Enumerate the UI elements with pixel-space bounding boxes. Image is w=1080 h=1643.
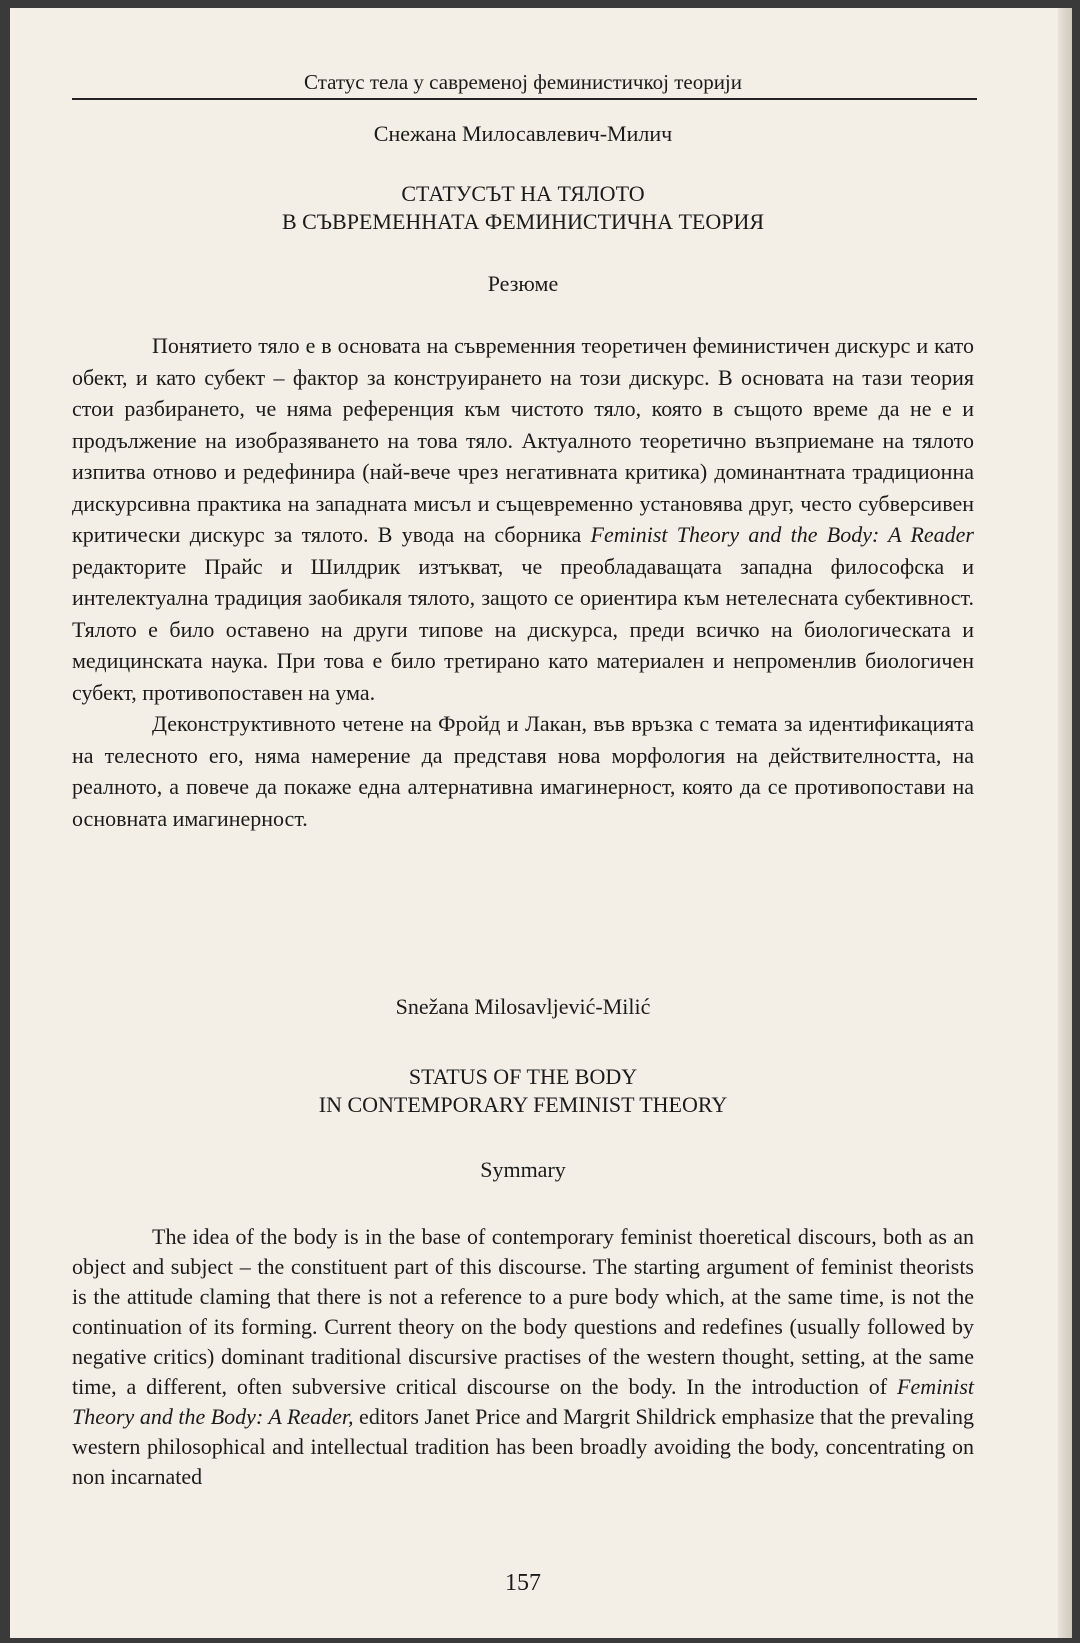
bulgarian-paragraph-2: Деконструктивното четене на Фройд и Лакан, във връзка с темата за идентификацията на телесното его, няма намерение да представя нова морфология на действителността, на реалното, а повече да покаже една алтернативна имагинерност, която да се противопостави на основната имагинерност. [72,711,974,831]
english-p1-text-a: The idea of the body is in the base of contemporary feminist thoeretical discours, both as an object and subject – the constituent part of this discourse. The starting argument of feminist theorists is the attitude claming that there is not a reference to a pure body which, at the same time, is not the continuation of its forming. Current theory on the body questions and redefines (usually followed by negative critics) dominant traditional discursive practises of the western thought, setting, at the same time, a different, often subversive critical discourse on the body. In the introduction of [72,1224,974,1399]
header-rule [72,98,977,100]
bulgarian-section-heading: Резюме [487,271,559,296]
page-number: 157 [505,1570,541,1596]
bulgarian-title [72,180,974,236]
bulgarian-title-line2: В СЪВРЕМЕННАТА ФЕМИНИСТИЧНА ТЕОРИЯ [281,209,765,234]
book-page [10,8,1072,1638]
bulgarian-abstract [72,330,974,834]
english-p1-text-b: editors Janet Price and Margrit Shildrick emphasize that the prevaling western philosophical and intellectual tradition has been broadly avoiding the body, concentrating on non incarnated [72,1404,975,1489]
english-author: Snežana Milosavljević-Milić [395,994,651,1019]
bulgarian-p1-book-title: Feminist Theory and the Body: A Reader [590,522,974,547]
english-section-heading: Symmary [480,1157,566,1182]
english-p1-book-title: Feminist Theory and the Body: A Reader, [72,1374,974,1429]
bulgarian-p1-text-a: Понятието тяло е в основата на съвременния теоретичен феминистичен дискурс и като обект, и като субект – фактор за конструирането на този дискурс. В основата на тази теория стои разбирането, че няма референция към чистото тяло, която в същото време да не е и продължение на изобразяването на това тяло. Актуалното теоретично възприемане на тялото изпитва отново и редефинира (най-вече чрез негативната критика) доминантната традиционна дискурсивна практика на западната мисъл и същевременно установява друг, често субверсивен критически дискурс за тялото. В увода на сборника [72,333,974,547]
bulgarian-author: Снежана Милосавлевич-Милич [373,121,673,146]
bulgarian-title-line1: СТАТУСЪТ НА ТЯЛОТО [401,181,645,206]
running-head: Статус тела у савременој феминистичкој теорији [303,70,743,94]
page-edge [1058,8,1072,1638]
bulgarian-p1-text-b: редакторите Прайс и Шилдрик изтъкват, че преобладаващата западна философска и интелектуална традиция заобикаля тялото, защото се ориентира към нетелесната субективност. Тялото е било оставено на други типове на дискурса, преди всичко на биологическата и медицинската наука. При това е било третирано като материален и непроменлив биологичен субект, противопоставен на ума. [72,553,974,705]
english-title-line2: IN CONTEMPORARY FEMINIST THEORY [318,1092,728,1117]
bulgarian-paragraph-1 [72,330,974,708]
english-abstract [72,1222,974,1492]
english-title [72,1063,974,1119]
english-paragraph-1 [72,1222,974,1492]
english-title-line1: STATUS OF THE BODY [408,1064,638,1089]
